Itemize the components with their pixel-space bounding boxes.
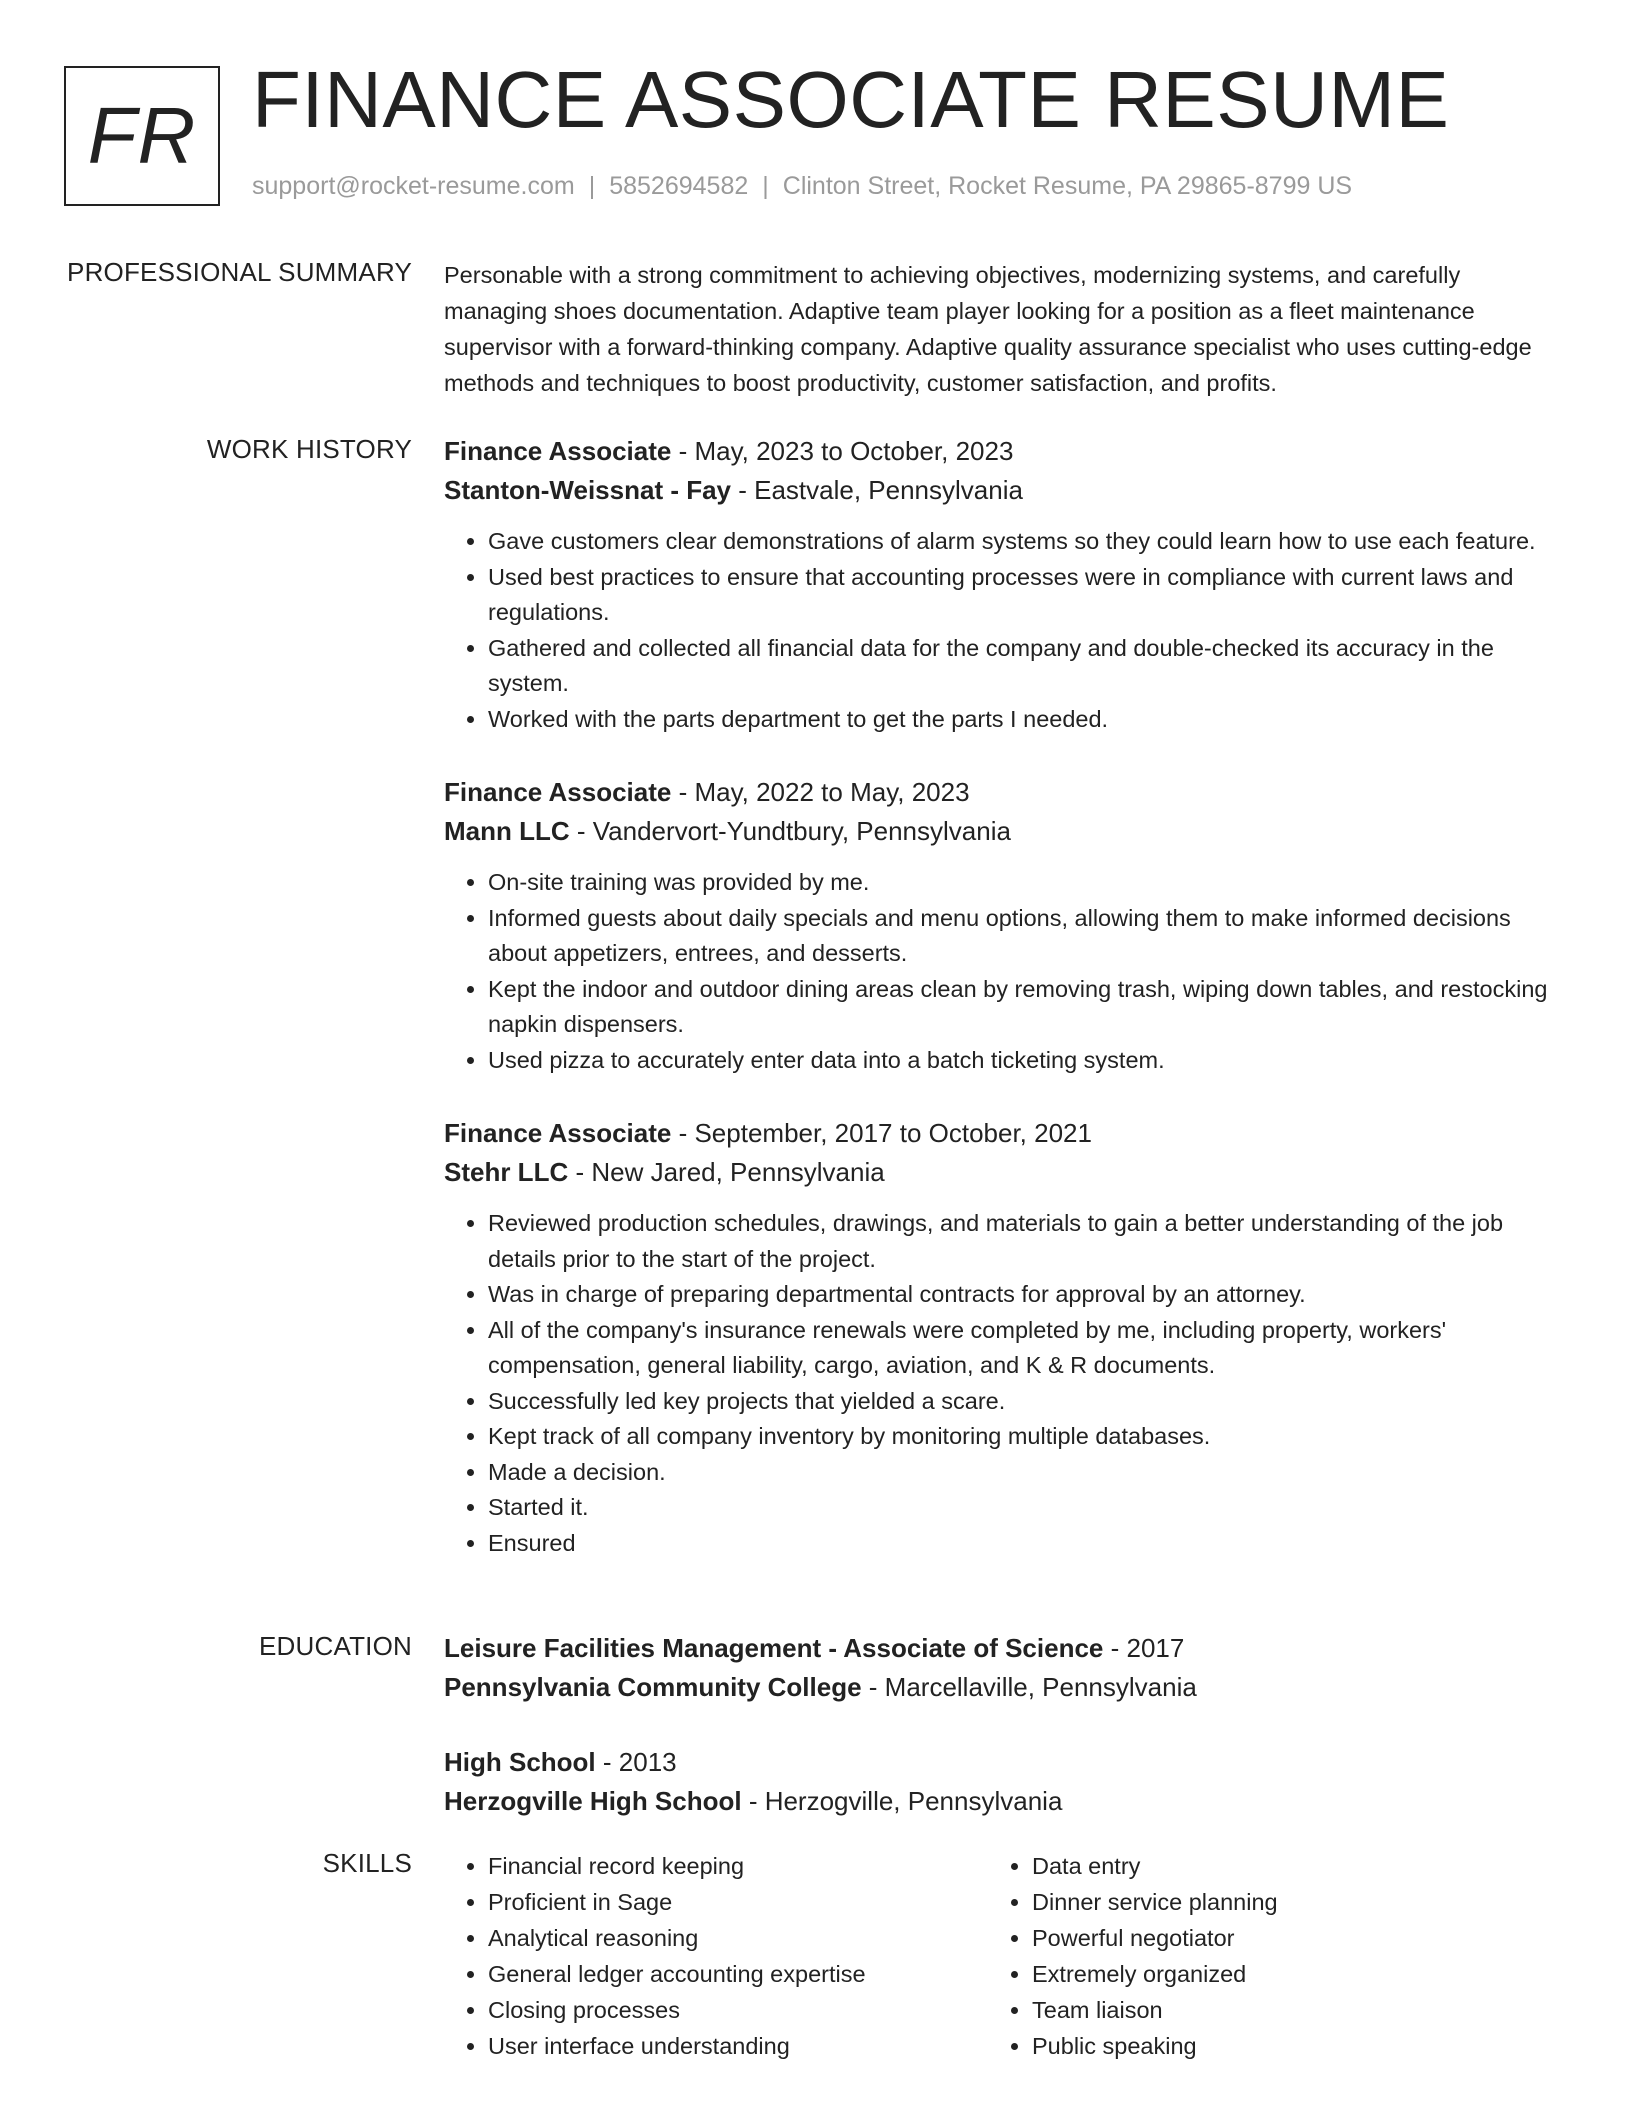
section-label-education: EDUCATION <box>259 1631 412 1661</box>
skill-item: • Closing processes <box>488 1992 988 2028</box>
skill-item: • Analytical reasoning <box>488 1920 988 1956</box>
job-company: Stehr LLC <box>444 1157 569 1187</box>
job-dates: - September, 2017 to October, 2021 <box>671 1118 1092 1148</box>
skill-item: • Dinner service planning <box>1032 1884 1552 1920</box>
section-label-skills: SKILLS <box>322 1848 412 1878</box>
job-bullet: • Kept track of all company inventory by monitoring multiple databases. <box>488 1419 1564 1455</box>
job-title: Finance Associate <box>444 1118 672 1148</box>
education-location: - Marcellaville, Pennsylvania <box>861 1672 1197 1702</box>
job-bullet: • Successfully led key projects that yielded a scare. <box>488 1384 1564 1420</box>
education-entry <box>444 1629 1564 1707</box>
contact-phone: 5852694582 <box>609 172 749 200</box>
job-title-line <box>444 432 1564 471</box>
skill-item: • Financial record keeping <box>488 1848 988 1884</box>
job-company: Mann LLC <box>444 816 570 846</box>
job-company: Stanton-Weissnat - Fay <box>444 475 732 505</box>
education-school-line <box>444 1668 1564 1707</box>
contact-email: support@rocket-resume.com <box>252 172 575 200</box>
skill-item: • Data entry <box>1032 1848 1552 1884</box>
job-bullet: • All of the company's insurance renewals were completed by me, including property, workers' compensation, general liability, cargo, aviation, and K & R documents. <box>488 1313 1564 1384</box>
skill-item: • User interface understanding <box>488 2028 988 2064</box>
education-year: - 2013 <box>595 1747 677 1777</box>
job-company-line <box>444 471 1564 510</box>
education-school: Herzogville High School <box>444 1786 742 1816</box>
job-bullet: • Worked with the parts department to get the parts I needed. <box>488 702 1564 738</box>
contact-address: Clinton Street, Rocket Resume, PA 29865-8799 US <box>782 172 1353 200</box>
job-bullets <box>444 865 1564 1078</box>
education-entry <box>444 1743 1564 1821</box>
job-bullet: • Ensured <box>488 1526 1564 1562</box>
monogram-logo: FR <box>64 66 220 206</box>
job-dates: - May, 2022 to May, 2023 <box>671 777 970 807</box>
contact-separator: | <box>762 172 769 200</box>
job-location: - Vandervort-Yundtbury, Pennsylvania <box>569 816 1011 846</box>
education-degree-line <box>444 1629 1564 1668</box>
skills-list-right <box>988 1848 1552 2064</box>
skills-content <box>444 1848 1564 2064</box>
contact-separator: | <box>588 172 596 200</box>
job-bullet: • Was in charge of preparing departmental contracts for approval by an attorney. <box>488 1277 1564 1313</box>
job-title: Finance Associate <box>444 777 672 807</box>
job-location: - New Jared, Pennsylvania <box>568 1157 885 1187</box>
job-company-line <box>444 812 1564 851</box>
job-location: - Eastvale, Pennsylvania <box>731 475 1023 505</box>
job-entry <box>444 1114 1564 1561</box>
summary-text: Personable with a strong commitment to achieving objectives, modernizing systems, and carefully managing shoes documentation. Adaptive team player looking for a position as a fleet maintenance supervisor with a forward-thinking company. Adaptive quality assurance specialist who uses cutting-edge methods and techniques to boost productivity, customer satisfaction, and profits. <box>444 262 1532 396</box>
work-history-content <box>444 432 1564 1597</box>
skill-item: • General ledger accounting expertise <box>488 1956 988 1992</box>
job-bullet: • Gave customers clear demonstrations of alarm systems so they could learn how to use each feature. <box>488 524 1564 560</box>
skills-list-left <box>444 1848 988 2064</box>
education-degree: High School <box>444 1747 596 1777</box>
skill-item: • Team liaison <box>1032 1992 1552 2028</box>
job-bullets <box>444 1206 1564 1561</box>
skill-item: • Extremely organized <box>1032 1956 1552 1992</box>
job-bullet: • Used pizza to accurately enter data into a batch ticketing system. <box>488 1043 1564 1079</box>
job-title-line <box>444 1114 1564 1153</box>
job-company-line <box>444 1153 1564 1192</box>
summary-content <box>444 257 1564 401</box>
education-degree-line <box>444 1743 1564 1782</box>
skill-item: • Public speaking <box>1032 2028 1552 2064</box>
education-school-line <box>444 1782 1564 1821</box>
job-entry <box>444 773 1564 1078</box>
job-bullet: • Used best practices to ensure that accounting processes were in compliance with current laws and regulations. <box>488 560 1564 631</box>
education-year: - 2017 <box>1103 1633 1185 1663</box>
education-degree: Leisure Facilities Management - Associate of Science <box>444 1633 1104 1663</box>
section-label-work-history: WORK HISTORY <box>206 434 412 464</box>
education-location: - Herzogville, Pennsylvania <box>741 1786 1063 1816</box>
job-entry <box>444 432 1564 737</box>
resume-title: FINANCE ASSOCIATE RESUME <box>252 55 1450 144</box>
job-bullet: • Gathered and collected all financial data for the company and double-checked its accuracy in the system. <box>488 631 1564 702</box>
education-school: Pennsylvania Community College <box>444 1672 862 1702</box>
job-bullet: • Reviewed production schedules, drawings, and materials to gain a better understanding of the job details prior to the start of the project. <box>488 1206 1564 1277</box>
contact-line <box>252 172 1352 201</box>
job-bullet: • Started it. <box>488 1490 1564 1526</box>
job-dates: - May, 2023 to October, 2023 <box>671 436 1014 466</box>
skill-item: • Proficient in Sage <box>488 1884 988 1920</box>
job-bullets <box>444 524 1564 737</box>
job-bullet: • Made a decision. <box>488 1455 1564 1491</box>
job-bullet: • On-site training was provided by me. <box>488 865 1564 901</box>
education-content <box>444 1629 1564 1857</box>
section-label-summary: PROFESSIONAL SUMMARY <box>67 257 412 287</box>
skill-item: • Powerful negotiator <box>1032 1920 1552 1956</box>
job-title: Finance Associate <box>444 436 672 466</box>
job-bullet: • Kept the indoor and outdoor dining areas clean by removing trash, wiping down tables, and restocking napkin dispensers. <box>488 972 1564 1043</box>
job-bullet: • Informed guests about daily specials and menu options, allowing them to make informed decisions about appetizers, entrees, and desserts. <box>488 901 1564 972</box>
job-title-line <box>444 773 1564 812</box>
